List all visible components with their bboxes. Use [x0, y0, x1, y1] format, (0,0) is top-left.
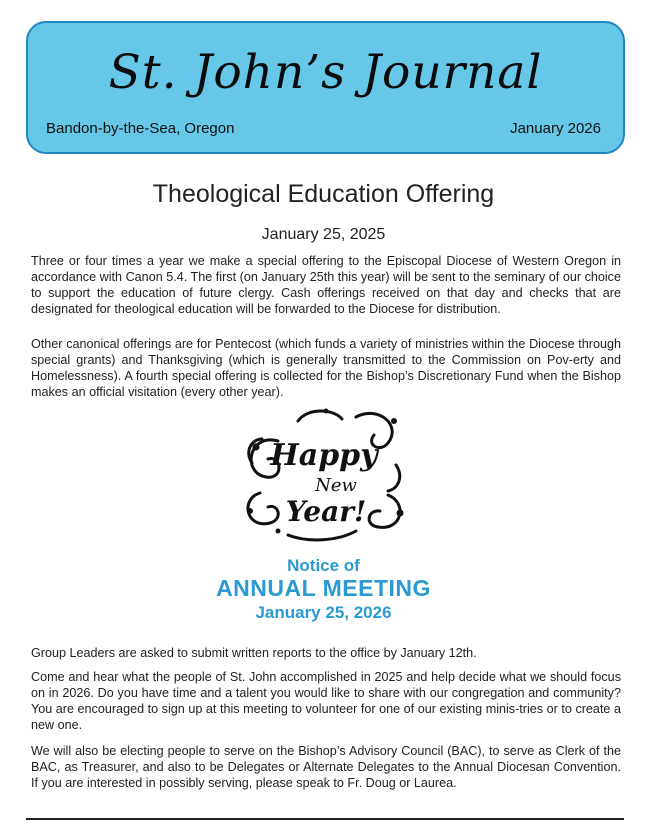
- graphic-text-happy: Happy: [270, 438, 378, 473]
- annual-meeting-heading: ANNUAL MEETING: [216, 575, 431, 601]
- graphic-text-year: Year!: [285, 495, 367, 528]
- article-paragraph: We will also be electing people to serve on the Bishop’s Advisory Council (BAC), to serve as Clerk of the BAC, as Treasurer, and also to be Delegates or Alternate Delegates to the Annual Diocesan Convention. If you are interested in possibly serving, please speak to Fr. Doug or Laurea.: [31, 744, 621, 790]
- newsletter-issue-date: January 2026: [510, 120, 601, 137]
- bottom-divider: [26, 818, 624, 820]
- article-paragraph: Three or four times a year we make a special offering to the Episcopal Diocese of Western Oregon in accordance with Canon 5.4. The first (on January 25th this year) will be sent to the seminary of our choice to support the education of future clergy. Cash offerings received on that day and checks that are designated for theological education will be forwarded to the Diocese for distribution.: [31, 254, 621, 316]
- article-date-theological-education: January 25, 2025: [261, 226, 386, 243]
- notice-of-label: Notice of: [287, 556, 360, 575]
- annual-meeting-date: January 25, 2026: [255, 603, 392, 622]
- article-paragraph: Come and hear what the people of St. John accomplished in 2025 and help decide what we should focus on in 2026. Do you have time and a talent you would like to share with our congregation and community? You are encouraged to sign up at this meeting to volunteer for one of our existing minis-tries or to create a new one.: [31, 670, 621, 732]
- newsletter-location: Bandon-by-the-Sea, Oregon: [46, 120, 235, 137]
- article-paragraph: Group Leaders are asked to submit written reports to the office by January 12th.: [31, 646, 477, 660]
- article-heading-theological-education: Theological Education Offering: [152, 180, 495, 208]
- graphic-text-new: New: [315, 475, 357, 496]
- happy-new-year-graphic: [238, 403, 410, 543]
- newsletter-title: St. John’s Journal: [108, 45, 543, 100]
- article-paragraph: Other canonical offerings are for Pentecost (which funds a variety of ministries within the Diocese through special grants) and Thanksgiving (which is generally transmitted to the Commission on Pov-erty and Homelessness). A fourth special offering is collected for the Bishop’s Discretionary Fund when the Bishop makes an official visitation (every other year).: [31, 337, 621, 399]
- masthead: [26, 21, 625, 154]
